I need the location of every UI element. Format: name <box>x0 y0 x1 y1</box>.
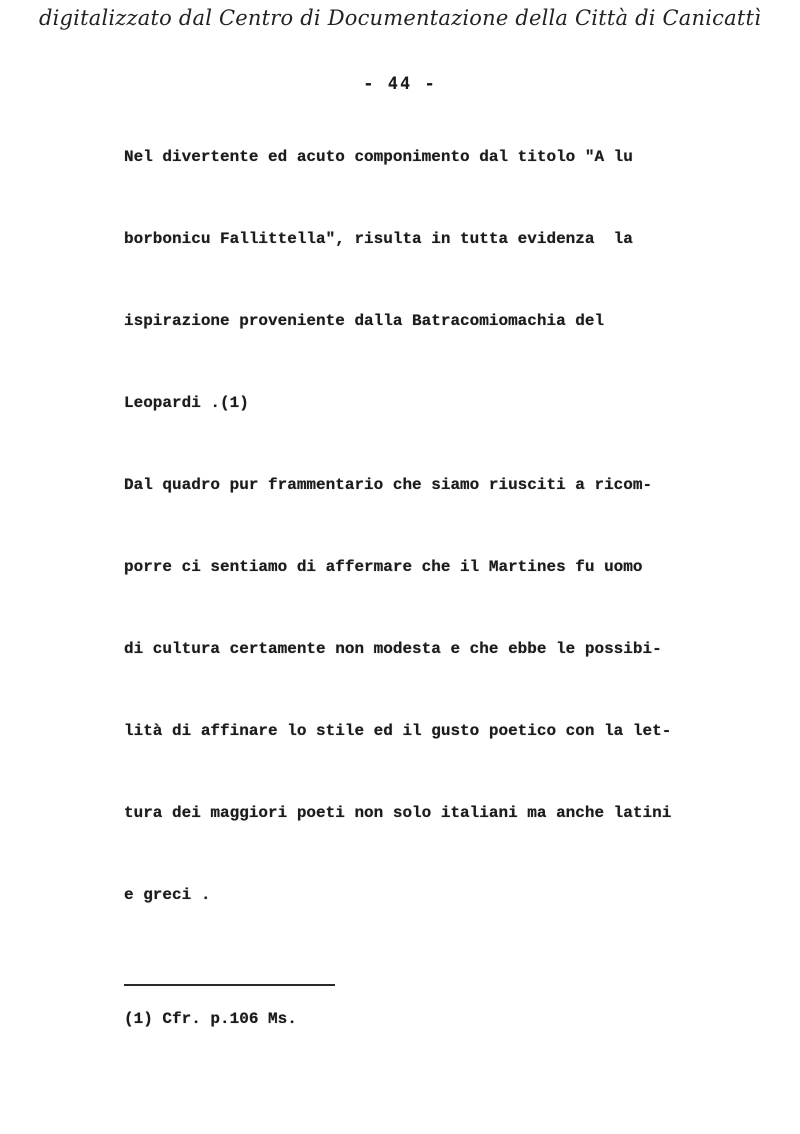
text-line: porre ci sentiamo di affermare che il Martines fu uomo <box>124 558 643 576</box>
text-line: ispirazione proveniente dalla Batracomiomachia del <box>124 312 605 330</box>
archive-watermark: digitalizzato dal Centro di Documentazione della Città di Canicattì <box>38 6 762 30</box>
text-line: Dal quadro pur frammentario che siamo riusciti a ricom- <box>124 476 653 494</box>
text-line: borbonicu Fallittella", risulta in tutta evidenza la <box>124 230 633 248</box>
page-number: - 44 - <box>363 74 437 94</box>
footnote-divider <box>124 984 335 986</box>
text-line: tura dei maggiori poeti non solo italiani ma anche latini <box>124 804 672 822</box>
text-line: e greci . <box>124 886 211 904</box>
text-line: Leopardi .(1) <box>124 394 249 412</box>
text-line: lità di affinare lo stile ed il gusto poetico con la let- <box>124 722 672 740</box>
text-line: Nel divertente ed acuto componimento dal titolo "A lu <box>124 148 633 166</box>
text-line: di cultura certamente non modesta e che ebbe le possibi- <box>124 640 662 658</box>
footnote: (1) Cfr. p.106 Ms. <box>124 1010 297 1028</box>
